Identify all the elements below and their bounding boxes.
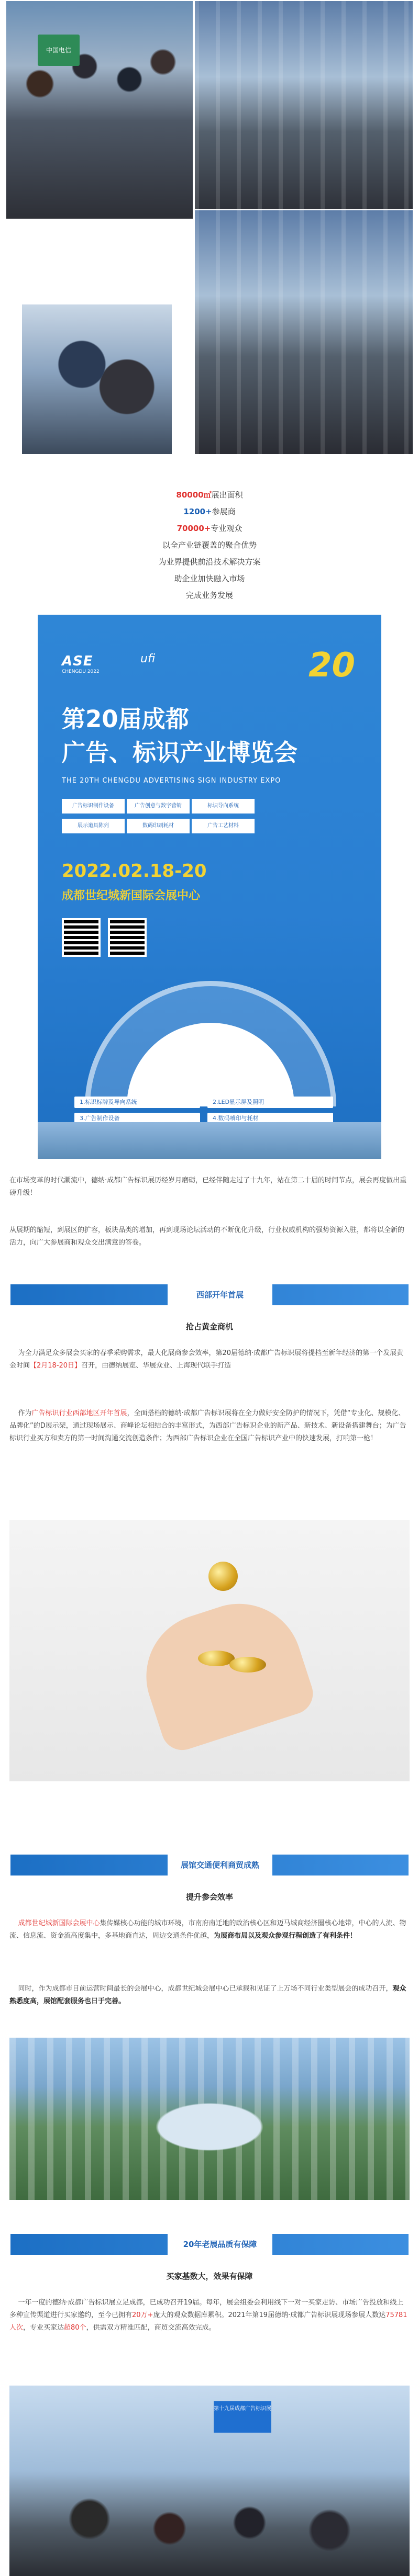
photo-collage xyxy=(0,0,419,455)
coin-graphic xyxy=(208,1562,238,1591)
category-cell: 广告工艺材料 xyxy=(192,819,255,833)
coins-hand-image xyxy=(9,1520,410,1781)
ufi-logo: ufi xyxy=(140,652,156,665)
ase-logo: ASE CHENGDU 2022 xyxy=(62,653,100,674)
section-header-3 xyxy=(10,2234,409,2255)
stat-label: 展出面积 xyxy=(211,490,243,500)
anniversary-badge: 20 xyxy=(308,646,355,685)
stat-line xyxy=(0,503,419,520)
expo-crowd-photo xyxy=(5,0,194,220)
stat-label: 参展商 xyxy=(212,507,236,516)
poster-title-line: 第20届成都 xyxy=(62,705,189,733)
poster-item: 1.标识标牌及导向系统 xyxy=(74,1097,200,1108)
stats-block xyxy=(0,487,419,604)
stat-line: 助企业加快融入市场 xyxy=(174,574,245,583)
section-title: 20年老展品质有保障 xyxy=(168,2234,272,2255)
category-cell: 广告创意与数字营销 xyxy=(127,799,190,814)
hand-graphic xyxy=(130,1588,318,1756)
category-cell: 展示道具陈列 xyxy=(62,819,125,833)
section-paragraph: 一年一度的德纳·成都广告标识展立足成都，已成功召开19届。每年，展会组委会利用线下一对一买家走访、市场广告投放和线上多种宣传渠道进行买家邀约，至今已拥有20万+庞大的观众数据库累积。2021年第19届德纳·成都广告标识展现场参展人数达75781人次，专业买家达超80个，供需双方精准匹配，商贸交流高效完成。 xyxy=(9,2299,407,2332)
poster-item: 3.广告制作设备 xyxy=(74,1113,200,1124)
section-title: 展馆交通便利商贸成熟 xyxy=(168,1855,272,1875)
intro-paragraph: 从展期的缩短，到展区的扩容，板块品类的增加，再到现场论坛活动的不断优化升级，行业权威机构的强势资源入驻，都将以全新的活力，向广大参展商和观众交出满意的答卷。 xyxy=(9,1226,405,1247)
section-header-2 xyxy=(10,1855,409,1875)
stat-line: 以全产业链覆盖的聚合优势 xyxy=(162,540,257,550)
section-paragraph: 成都世纪城新国际会展中心集传媒核心功能的城市环境，市南府南迁地的政治核心区和迈马城商经济圈核心地带，中心的人流、物流、信息流、资金流高度集中，多基地商直达，周边交通条件优越，为展商布局以及观众参观行程创造了有利条件！ xyxy=(9,1919,406,1940)
qr-code-icon xyxy=(62,918,101,957)
stat-number: 1200+ xyxy=(183,507,212,516)
business-talk-photo xyxy=(21,303,173,455)
poster-english-title: THE 20TH CHENGDU ADVERTISING SIGN INDUSTRY EXPO xyxy=(62,777,281,785)
venue-building-graphic xyxy=(38,1122,381,1159)
category-cell: 标识导向系统 xyxy=(192,799,255,814)
section-title: 西部开年首展 xyxy=(168,1284,272,1305)
stat-line xyxy=(0,520,419,537)
poster-date: 2022.02.18-20 xyxy=(62,861,207,882)
qr-code-icon xyxy=(108,918,147,957)
category-cell: 广告标识制作设备 xyxy=(62,799,125,814)
poster-item: 2.LED显示屏及照明 xyxy=(207,1097,333,1108)
expo-banner: 第十九届成都广告标识展 xyxy=(214,2401,271,2433)
poster-category-grid xyxy=(62,799,261,839)
intro-paragraph: 在市场变革的时代潮流中，德纳·成都广告标识展历经岁月磨砺，已经伴随走过了十九年，站在第二十届的时间节点，展会再度做出重磅升级！ xyxy=(9,1177,407,1197)
section-subtitle: 买家基数大，效果有保障 xyxy=(166,2272,253,2281)
section-paragraph: 为全力满足众多展会买家的春季采购需求，最大化展商参会效率，第20届德纳·成都广告标识展将提档至新年经济的第一个发展黄金时间【2月18-20日】召开，由德纳展览、华展众业、上海现代联手打造 xyxy=(9,1349,404,1370)
expo-hall-photo xyxy=(194,0,414,220)
poster-title-line: 广告、标识产业博览会 xyxy=(62,739,298,766)
poster-item: 4.数码喷印与耗材 xyxy=(207,1113,333,1124)
venue-aerial-image xyxy=(9,2038,410,2200)
section-subtitle: 抢占黄金商机 xyxy=(185,1322,233,1331)
poster-venue: 成都世纪城新国际会展中心 xyxy=(62,889,201,902)
expo-poster xyxy=(38,615,381,1159)
booth-sign: 中国电信 xyxy=(38,35,80,66)
stat-line xyxy=(0,487,419,503)
stat-number: 80000㎡ xyxy=(176,490,212,500)
category-cell: 数码印刷耗材 xyxy=(127,819,190,833)
section-subtitle: 提升参会效率 xyxy=(185,1892,233,1902)
section-header-1 xyxy=(10,1284,409,1305)
expo-entrance-image xyxy=(9,2386,410,2576)
visitors-photo xyxy=(194,209,414,455)
section-paragraph: 作为广告标识行业西部地区开年首展，全面搭档的德纳·成都广告标识展将在全力做好安全防护的情况下，凭借“专业化、规模化、品牌化”的D展示架，通过现场展示、商峰论坛相结合的丰富形式，为西部广告标识企业的新产品、新技术、新设备搭建舞台；为广告标识行业买方和卖方的第一时间沟通交流创造条件；为西部广告标识企业在全国广告标识产业中的快速发展，打响第一枪！ xyxy=(9,1409,406,1442)
stat-line: 为业界提供前沿技术解决方案 xyxy=(158,557,261,567)
section-paragraph: 同时，作为成都市目前运营时间最长的会展中心，成都世纪城会展中心已承载和见证了上万场不同行业类型展会的成功召开，观众熟悉度高，展馆配套服务也日于完善。 xyxy=(9,1985,406,2005)
poster-title xyxy=(62,703,297,770)
stat-number: 70000+ xyxy=(177,524,211,533)
stat-line: 完成业务发展 xyxy=(185,591,233,600)
stat-label: 专业观众 xyxy=(211,524,242,533)
coin-graphic xyxy=(229,1657,266,1673)
